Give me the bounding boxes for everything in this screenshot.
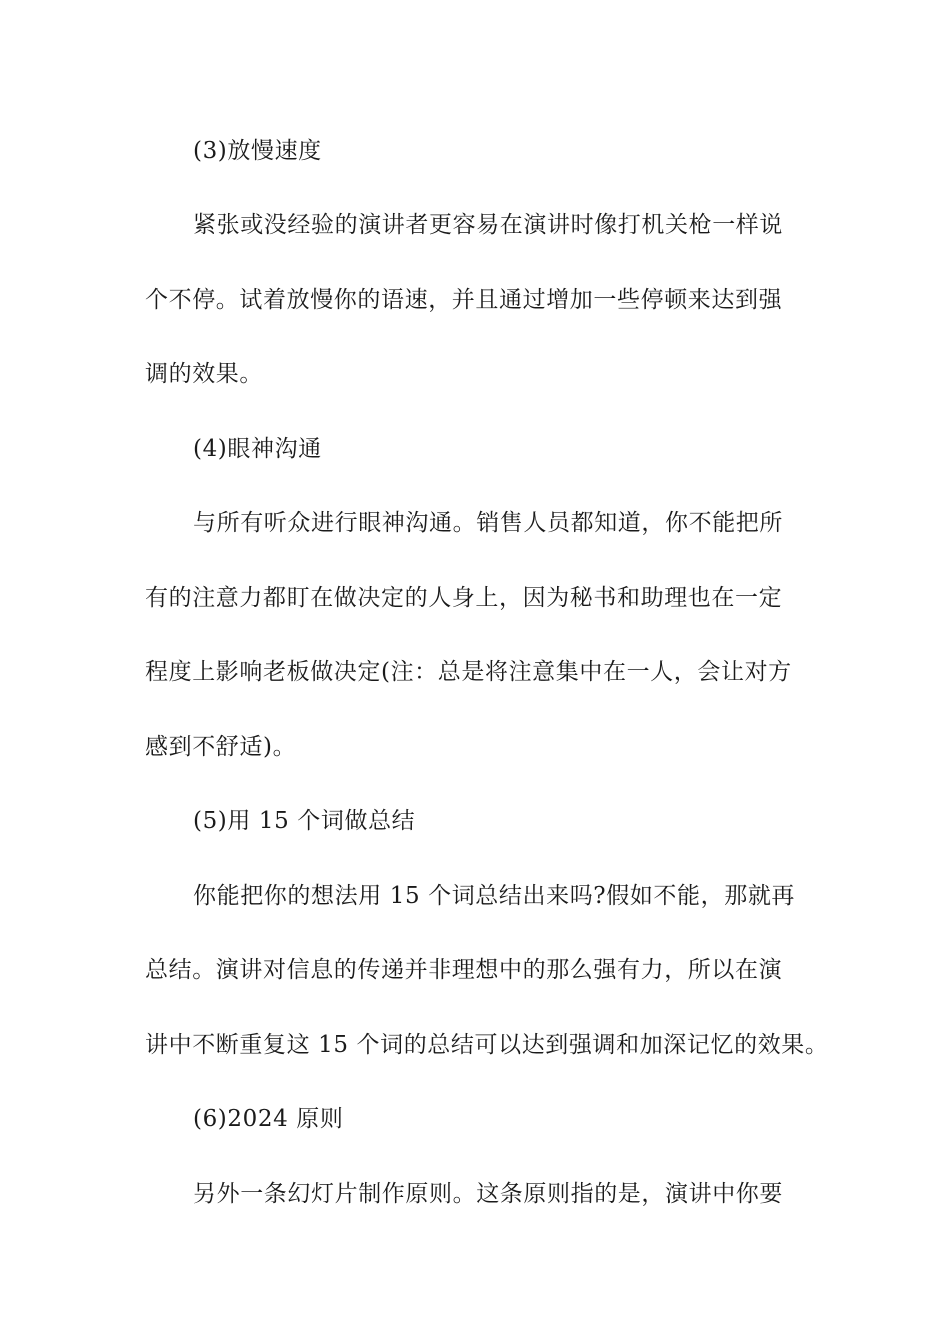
paragraph-line: 讲中不断重复这 15 个词的总结可以达到强调和加深记忆的效果。: [145, 1032, 829, 1058]
paragraph-line: 程度上影响老板做决定(注：总是将注意集中在一人，会让对方: [145, 659, 792, 685]
paragraph-line: 总结。演讲对信息的传递并非理想中的那么强有力，所以在演: [145, 957, 783, 983]
heading-slow-down: (3)放慢速度: [193, 138, 322, 164]
paragraph-line: 感到不舒适)。: [145, 734, 297, 760]
paragraph-line: 有的注意力都盯在做决定的人身上，因为秘书和助理也在一定: [145, 585, 783, 611]
paragraph-line: 个不停。试着放慢你的语速，并且通过增加一些停顿来达到强: [145, 287, 783, 313]
heading-eye-contact: (4)眼神沟通: [193, 436, 322, 462]
paragraph-line: 调的效果。: [145, 361, 263, 387]
heading-2024-principle: (6)2024 原则: [193, 1106, 344, 1132]
paragraph-line: 另外一条幻灯片制作原则。这条原则指的是，演讲中你要: [193, 1181, 783, 1207]
heading-15-word-summary: (5)用 15 个词做总结: [193, 808, 416, 834]
paragraph-line: 与所有听众进行眼神沟通。销售人员都知道，你不能把所: [193, 510, 783, 536]
paragraph-line: 紧张或没经验的演讲者更容易在演讲时像打机关枪一样说: [193, 212, 783, 238]
paragraph-line: 你能把你的想法用 15 个词总结出来吗?假如不能，那就再: [193, 883, 796, 909]
